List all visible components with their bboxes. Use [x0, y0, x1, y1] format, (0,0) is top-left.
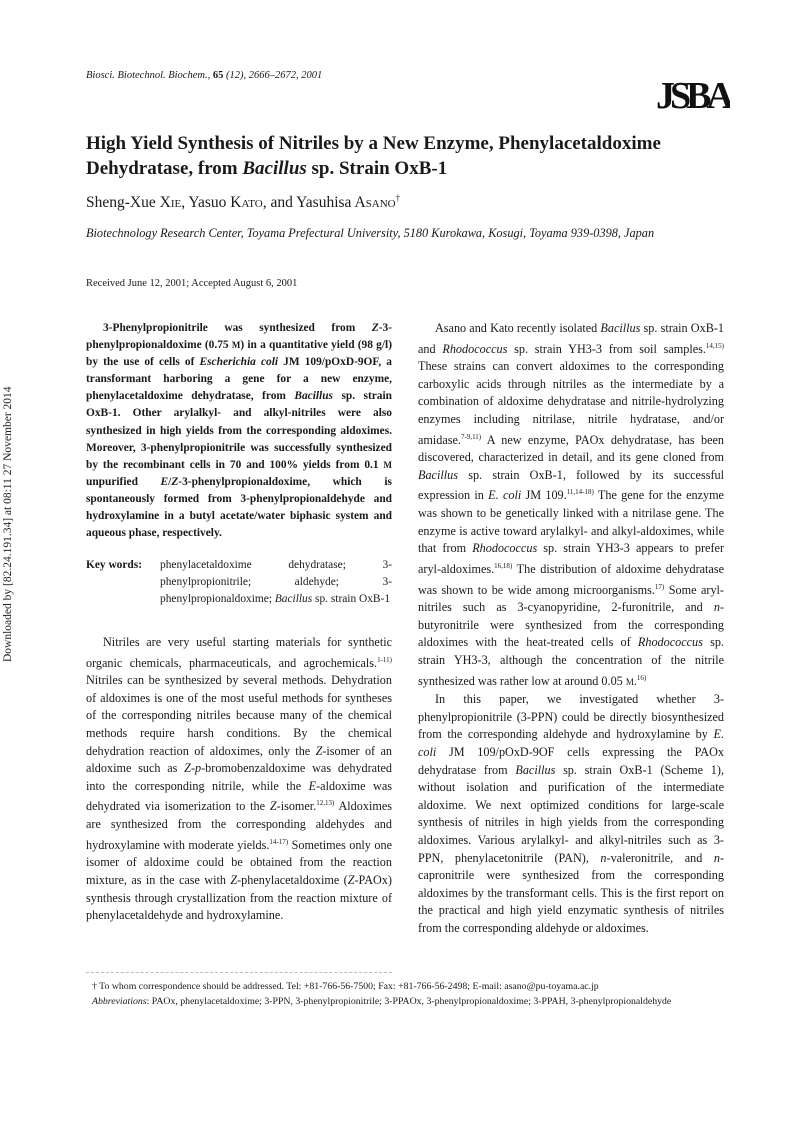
- intro-paragraph-1: Nitriles are very useful starting materials for synthetic organic chemicals, pharmaceuticals, and agrochemicals.$^{1-11)}$ Nitriles can be synthesized by several methods. Dehydration of aldoximes is one of the most useful methods for syntheses of the corresponding nitriles because many of the chemical methods require harsh conditions. By the chemical dehydration reaction of aldoximes, only the Z-isomer of an aldoxime such as Z-p-bromobenzaldoxime was dehydrated into the corresponding nitrile, while the E-aldoxime was dehydrated via isomerization to the Z-isomer.$^{12,13)}$ Aldoximes are synthesized from the corresponding aldehydes and hydroxylamine with moderate yields.$^{14-17)}$ Sometimes only one isomer of aldoxime could be obtained from the reaction mixture, as in the case with Z-phenylacetaldoxime (Z-PAOx) synthesis through crystallization from the reaction mixture of phenylacetaldehyde and hydroxylamine.: [86, 635, 392, 923]
- footnotes: [86, 980, 726, 1009]
- keywords-text: phenylacetaldoxime dehydratase; 3-phenylpropionitrile; aldehyde; 3-phenylpropionaldoxime; Bacillus sp. strain OxB-1: [160, 559, 392, 605]
- journal-issue-pages: (12), 2666–2672, 2001: [223, 70, 323, 81]
- right-column: [418, 320, 724, 938]
- received-dates: Received June 12, 2001; Accepted August 6, 2001: [86, 278, 298, 289]
- footnote-abbreviations: Abbreviations: PAOx, phenylacetaldoxime; 3-PPN, 3-phenylpropionitrile; 3-PPAOx, 3-phenylpropionaldoxime; 3-PPAH, 3-phenylpropionaldehyde: [92, 995, 672, 1007]
- jsbba-logo: [656, 74, 730, 114]
- intro-paragraph-2: Asano and Kato recently isolated Bacillus sp. strain OxB-1 and Rhodococcus sp. strain YH3-3 from soil samples.$^{14,15)}$ These strains can convert aldoximes to the corresponding carboxylic acids through nitriles as the intermediate by a combination of aldoxime dehydratase and nitrile-hydrolyzing enzymes including nitrilase, nitrile hydratase, and/or amidase.$^{7-9,11)}$ A new enzyme, PAOx dehydratase, has been discovered, characterized in detail, and its gene cloned from Bacillus sp. strain OxB-1, followed by its successful expression in E. coli JM 109.$^{11,14-18)}$ The gene for the enzyme was shown to be genetically linked with a nitrilase gene. The enzyme is active toward arylalkyl- and alkyl-aldoximes, while that from Rhodococcus sp. strain YH3-3 appears to prefer aryl-aldoximes.$^{16,18)}$ The distribution of aldoxime dehydratase was shown to be wide among microorganisms.$^{17)}$ Some aryl-nitriles such as 3-cyanopyridine, 2-furonitrile, and n-butyronitrile were synthesized from the corresponding aldoximes with the heat-treated cells of Rhodococcus sp. strain YH3-3, although the concentration of the nitrile synthesized was rather low at around 0.05 M.$^{16)}$: [418, 321, 725, 688]
- download-stamp-text: Downloaded by [82.24.191.34] at 08:11 27 November 2014: [2, 386, 14, 662]
- svg-text:JSBA: JSBA: [656, 75, 729, 114]
- intro-paragraph-3: In this paper, we investigated whether 3-phenylpropionitrile (3-PPN) could be directly biosynthesized from the corresponding aldehyde and hydroxylamine by E. coli JM 109/pOxD-9OF cells expressing the PAOx dehydratase from Bacillus sp. strain OxB-1 (Scheme 1), without isolation and purification of the intermediate aldoxime. We next optimized conditions for large-scale synthesis of nitriles in high yields from the corresponding aldoximes. Various arylalkyl- and alkyl-nitriles such as 3-PPN, phenylacetonitrile (PAN), n-valeronitrile, and n-capronitrile were synthesized from the corresponding aldoximes by the transformant cells. This is the first report on the practical and high yield enzymatic synthesis of nitriles from the corresponding aldehyde or aldoximes.: [418, 692, 724, 935]
- footnote-correspondence: † To whom correspondence should be addressed. Tel: +81-766-56-7500; Fax: +81-766-56-2498; E-mail: asano@pu-toyama.ac.jp: [92, 981, 599, 992]
- author-list: Sheng-Xue Xie, Yasuo Kato, and Yasuhisa Asano†: [86, 193, 401, 212]
- journal-volume: 65: [212, 70, 224, 81]
- affiliation: Biotechnology Research Center, Toyama Prefectural University, 5180 Kurokawa, Kosugi, Toyama 939-0398, Japan: [86, 226, 655, 240]
- article-title: High Yield Synthesis of Nitriles by a New Enzyme, Phenylacetaldoxime Dehydratase, from Bacillus sp. Strain OxB-1: [86, 133, 661, 179]
- keywords-label: Key words:: [86, 559, 142, 571]
- journal-citation: [86, 70, 322, 81]
- abstract: 3-Phenylpropionitrile was synthesized from Z-3-phenylpropionaldoxime (0.75 M) in a quantitative yield (98 g/l) by the use of cells of Escherichia coli JM 109/pOxD-9OF, a transformant harboring a gene for a new enzyme, phenylacetaldoxime dehydratase, from Bacillus sp. strain OxB-1. Other arylalkyl- and alkyl-nitriles were also synthesized in high yields from the corresponding aldoximes. Moreover, 3-phenylpropionitrile was successfully synthesized by the recombinant cells in 70 and 100% yields from 0.1 M unpurified E/Z-3-phenylpropionaldoxime, which is spontaneously formed from 3-phenylpropionaldehyde and hydroxylamine in a butyl acetate/water biphasic system and aqueous phase, respectively.: [86, 322, 392, 540]
- journal-name: Biosci. Biotechnol. Biochem.,: [86, 70, 211, 81]
- footnote-divider: [86, 972, 392, 973]
